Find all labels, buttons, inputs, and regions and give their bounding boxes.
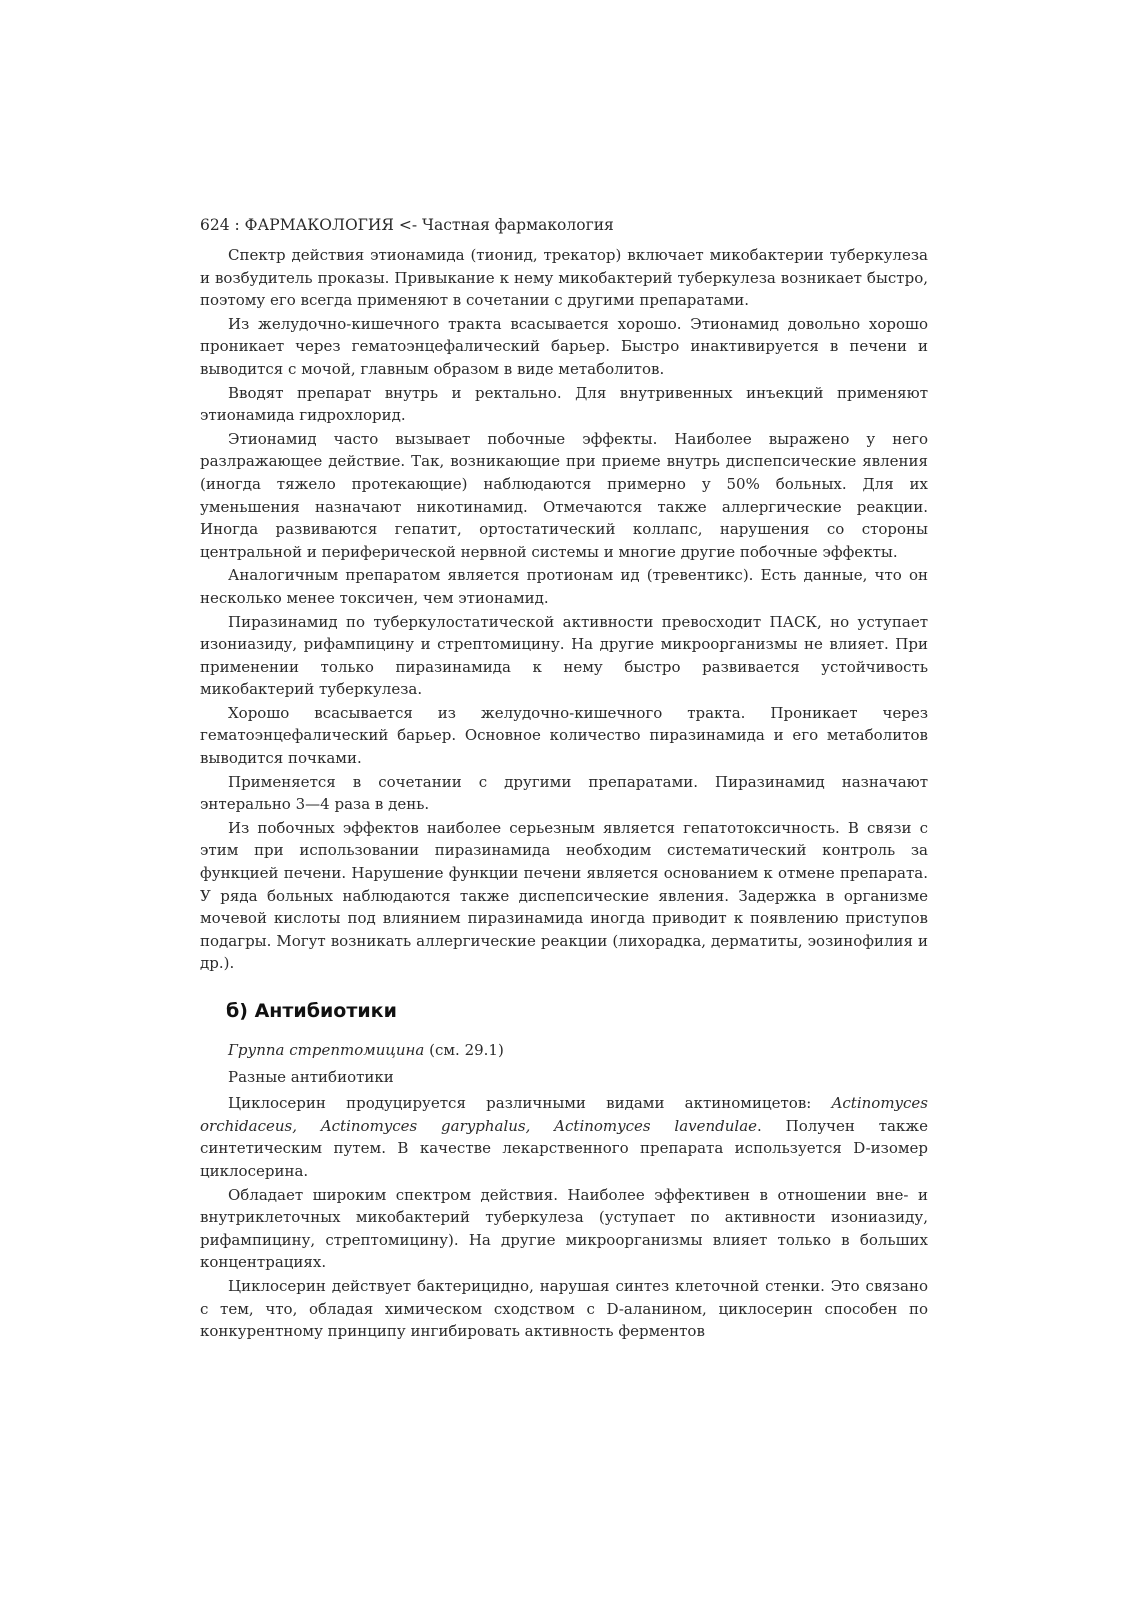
paragraph: Из побочных эффектов наиболее серьезным является гепатотоксичность. В связи с этим при использовании пиразинамида необходим систематический контроль за функцией печени. Нарушение функции печени является основанием к отмене препарата. У ряда больных наблюдаются также диспепсические явления. Задержка в организме мочевой кислоты под влиянием пиразинамида иногда приводит к появлению приступов подагры. Могут возникать аллергические реакции (лихорадка, дерматиты, эозинофилия и др.). bbox=[200, 818, 928, 973]
paragraph: Аналогичным препаратом является протионам ид (тревентикс). Есть данные, что он несколько менее токсичен, чем этионамид. bbox=[200, 566, 928, 607]
paragraph: Циклосерин действует бактерицидно, нарушая синтез клеточной стенки. Это связано с тем, что, обладая химическом сходством с D-аланином, циклосерин способен по конкурентному принципу ингибировать активность ферментов bbox=[200, 1276, 928, 1341]
cycloserine-species: Actinomyces orchidaceus, Actinomyces garyphalus, Actinomyces lavendulae bbox=[200, 1094, 928, 1135]
group-line-rest: (см. 29.1) bbox=[424, 1041, 504, 1059]
cycloserine-before: Циклосерин продуцируется различными видами актиномицетов: bbox=[228, 1094, 832, 1113]
section-title: б) Антибиотики bbox=[226, 1000, 397, 1022]
paragraph: Хорошо всасывается из желудочно-кишечного тракта. Проникает через гематоэнцефалический барьер. Основное количество пиразинамида и его метаболитов выводится почками. bbox=[200, 703, 928, 768]
paragraph-cycloserine bbox=[200, 1092, 928, 1182]
group-line-italic: Группа стрептомицина bbox=[228, 1041, 425, 1059]
paragraph: Этионамид часто вызывает побочные эффекты. Наиболее выражено у него разлражающее действие. Так, возникающие при приеме внутрь диспепсические явления (иногда тяжело протекающие) наблюдаются примерно у 50% больных. Для их уменьшения назначают никотинамид. Отмечаются также аллергические реакции. Иногда развиваются гепатит, ортостатический коллапс, нарушения со стороны центральной и периферической нервной системы и многие другие побочные эффекты. bbox=[200, 429, 928, 561]
misc-line: Разные антибиотики bbox=[228, 1067, 394, 1086]
paragraph: Из желудочно-кишечного тракта всасывается хорошо. Этионамид довольно хорошо проникает через гематоэнцефалический барьер. Быстро инактивируется в печени и выводится с мочой, главным образом в виде метаболитов. bbox=[200, 314, 928, 378]
paragraph: Пиразинамид по туберкулостатической активности превосходит ПАСК, но уступает изониазиду, рифампицину и стрептомицину. На другие микроорганизмы не влияет. При применении только пиразинамида к нему быстро развивается устойчивость микобактерий туберкулеза. bbox=[200, 612, 928, 699]
paragraph: Спектр действия этионамида (тионид, трекатор) включает микобактерии туберкулеза и возбудитель проказы. Привыкание к нему микобактерий туберкулеза возникает быстро, поэтому его всегда применяют в сочетании с другими препаратами. bbox=[200, 246, 928, 310]
paragraph: Обладает широким спектром действия. Наиболее эффективен в отношении вне- и внутриклеточных микобактерий туберкулеза (уступает по активности изониазиду, рифампицину, стрептомицину). На другие микроорганизмы влияет только в больших концентрациях. bbox=[200, 1185, 928, 1272]
paragraph: Применяется в сочетании с другими препаратами. Пиразинамид назначают энтерально 3—4 раза в день. bbox=[200, 772, 928, 814]
cycloserine-after: . Получен также синтетическим путем. В качестве лекарственного препарата используется D-изомер циклосерина. bbox=[200, 1116, 928, 1180]
page bbox=[200, 214, 928, 1344]
body-text-bottom bbox=[200, 1092, 928, 1343]
body-text-top bbox=[200, 244, 928, 975]
paragraph: Вводят препарат внутрь и ректально. Для внутривенных инъекций применяют этионамида гидрохлорид. bbox=[200, 383, 928, 425]
running-head: 624 : ФАРМАКОЛОГИЯ <- Частная фармакология bbox=[200, 216, 614, 234]
group-line bbox=[228, 1039, 928, 1062]
